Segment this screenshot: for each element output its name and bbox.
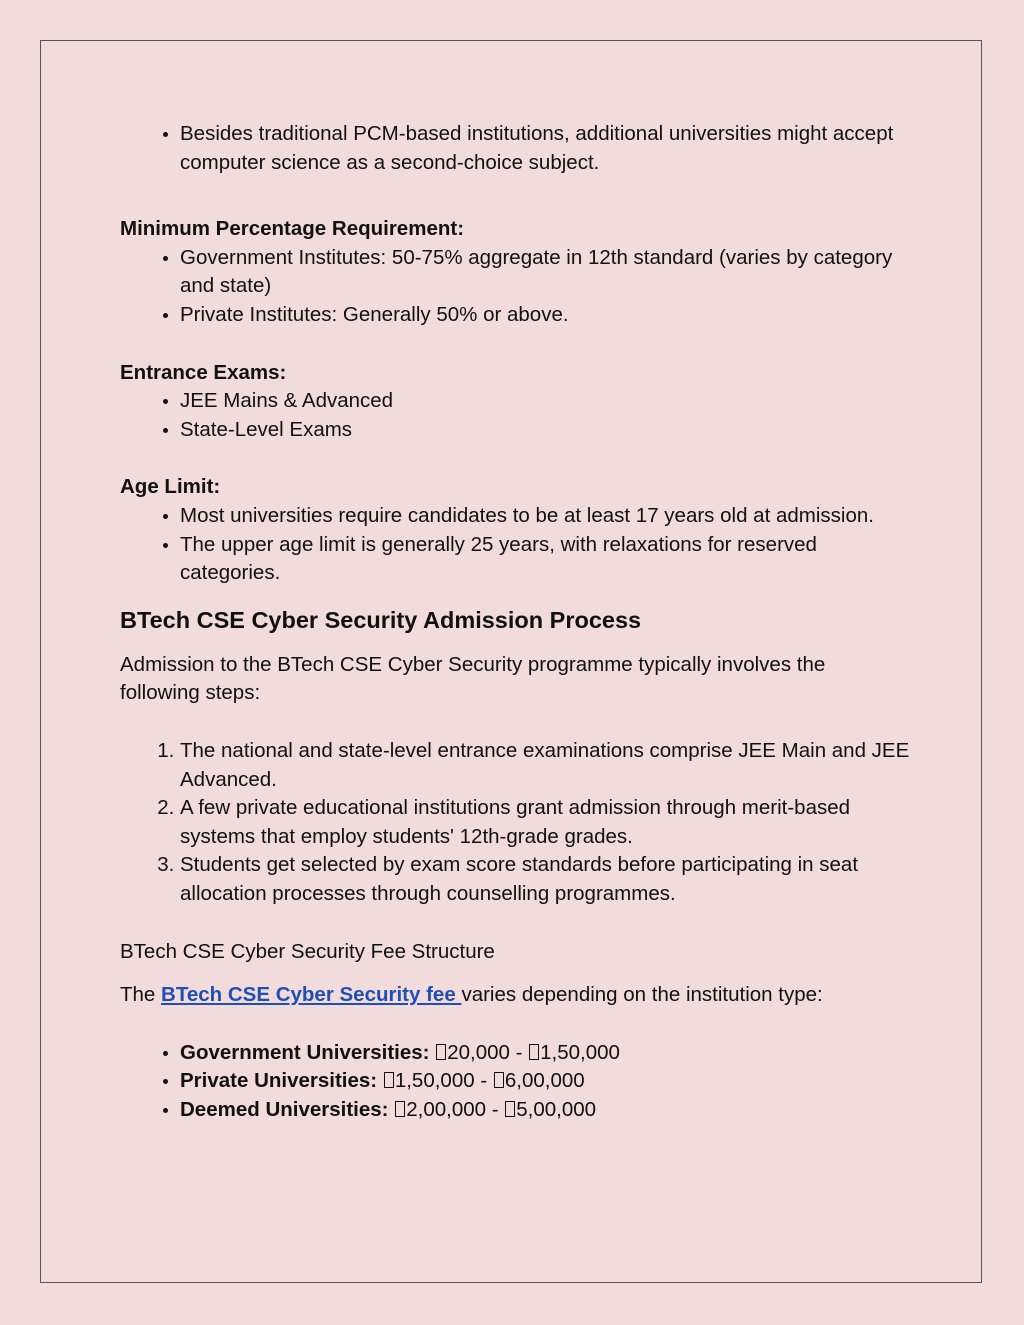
list-item: • Private Institutes: Generally 50% or above. [180, 301, 910, 330]
fee-item-label: Government Universities: [180, 1040, 430, 1064]
fee-intro [120, 981, 910, 1010]
min-percentage-label: Minimum Percentage Requirement: [120, 217, 465, 241]
fee-min: 20,000 [447, 1040, 510, 1064]
entrance-exams-list [120, 387, 910, 444]
entrance-exams-label: Entrance Exams: [120, 360, 287, 384]
list-item: • State-Level Exams [180, 416, 910, 445]
fee-item-label: Private Universities: [180, 1069, 378, 1093]
rupee-icon [395, 1101, 405, 1117]
fee-item-government [180, 1039, 910, 1068]
age-limit-list [120, 502, 910, 588]
range-separator: - [509, 1040, 529, 1064]
fee-max: 1,50,000 [540, 1040, 620, 1064]
list-item: • JEE Mains & Advanced [180, 387, 910, 416]
intro-bullet-list [120, 120, 910, 177]
fee-item-private [180, 1067, 910, 1096]
fee-intro-suffix: varies depending on the institution type: [461, 983, 823, 1007]
rupee-icon [436, 1044, 446, 1060]
fee-intro-prefix: The [120, 983, 162, 1007]
fee-item-label: Deemed Universities: [180, 1097, 389, 1121]
list-item: • Most universities require candidates to be at least 17 years old at admission. [180, 502, 910, 531]
admission-steps-list [120, 737, 910, 909]
fee-link[interactable]: BTech CSE Cyber Security fee [161, 983, 462, 1007]
rupee-icon [505, 1101, 515, 1117]
list-item: 2. A few private educational institutions grant admission through merit-based systems that employ students' 12th-grade grades. [180, 794, 910, 851]
list-item: 1. The national and state-level entrance examinations comprise JEE Main and JEE Advanced. [180, 737, 910, 794]
list-item: • Government Institutes: 50-75% aggregate in 12th standard (varies by category and state) [180, 244, 910, 301]
fee-min: 2,00,000 [406, 1097, 487, 1121]
fee-structure-heading: BTech CSE Cyber Security Fee Structure [120, 940, 495, 964]
rupee-icon [529, 1044, 539, 1060]
fee-max: 6,00,000 [504, 1069, 585, 1093]
min-percentage-list [120, 244, 910, 330]
admission-heading: BTech CSE Cyber Security Admission Process [120, 606, 642, 633]
fee-min: 1,50,000 [394, 1069, 475, 1093]
range-separator: - [486, 1097, 505, 1121]
document-body [120, 120, 910, 1124]
fee-list [120, 1039, 910, 1125]
admission-intro: Admission to the BTech CSE Cyber Security programme typically involves the following steps: [120, 652, 826, 705]
rupee-icon [384, 1072, 394, 1088]
fee-item-deemed [180, 1096, 910, 1125]
list-item: • The upper age limit is generally 25 years, with relaxations for reserved categories. [180, 531, 910, 588]
rupee-icon [494, 1072, 504, 1088]
list-item: 3. Students get selected by exam score standards before participating in seat allocation processes through counselling programmes. [180, 851, 910, 908]
age-limit-label: Age Limit: [120, 475, 221, 499]
range-separator: - [474, 1069, 493, 1093]
list-item: • Besides traditional PCM-based institutions, additional universities might accept computer science as a second-choice subject. [180, 120, 910, 177]
fee-max: 5,00,000 [516, 1097, 597, 1121]
